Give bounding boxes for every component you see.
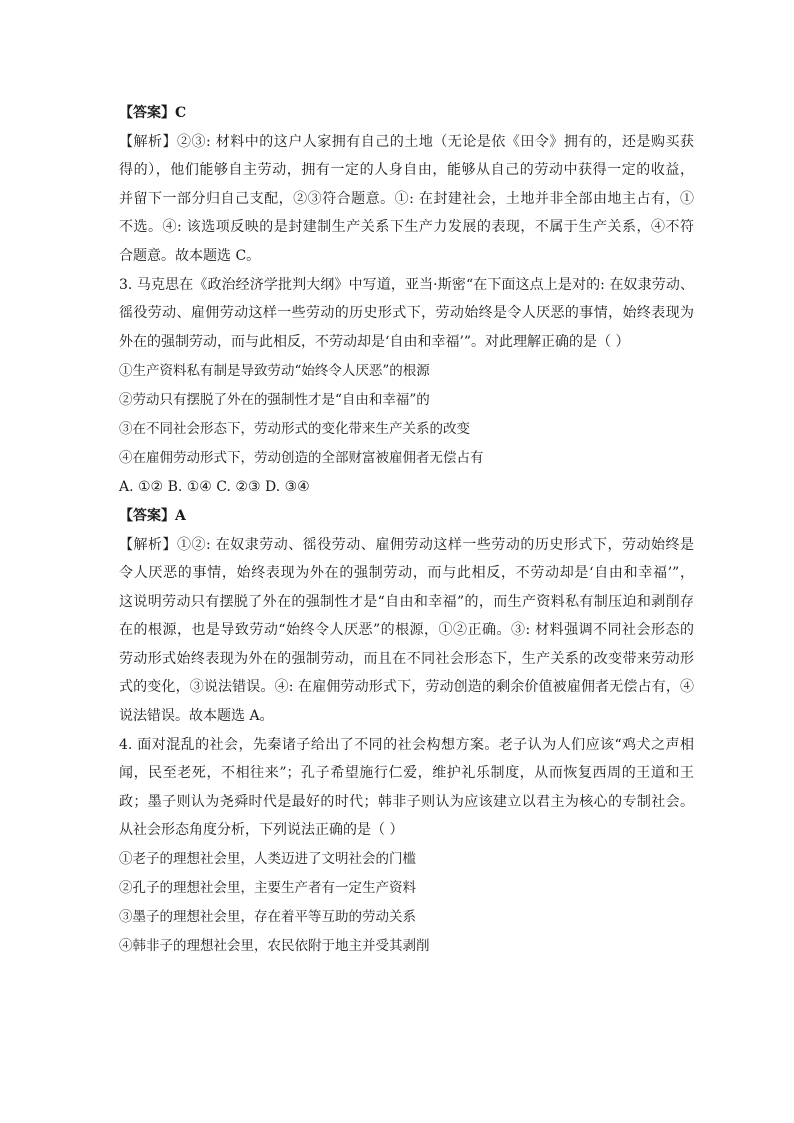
question-3-option-3: ③在不同社会形态下，劳动形式的变化带来生产关系的改变 (119, 421, 470, 437)
explanation-2-line-6: 式的变化，③说法错误。④: 在雇佣劳动形式下，劳动创造的剩余价值被雇佣者无偿占有，④ (119, 679, 694, 695)
explanation-2-line-7: 说法错误。故本题选 A。 (119, 708, 274, 724)
question-3-line-3: 外在的强制劳动，而与此相反，不劳动却是‘自由和幸福’”。对此理解正确的是（ ） (119, 334, 630, 350)
question-4-line-4: 从社会形态角度分析，下列说法正确的是（ ） (119, 822, 404, 838)
explanation-2-line-2: 令人厌恶的事情，始终表现为外在的强制劳动，而与此相反，不劳动却是‘自由和幸福’”， (119, 565, 694, 581)
question-4-option-4: ④韩非子的理想社会里，农民依附于地主并受其剥削 (119, 938, 430, 954)
explanation-2-line-5: 劳动形式始终表现为外在的强制劳动，而且在不同社会形态下，生产关系的改变带来劳动形 (119, 651, 694, 667)
answer-label-2: 【答案】A (119, 508, 186, 524)
explanation-2-line-4: 在的根源，也是导致劳动“始终令人厌恶”的根源，①②正确。③: 材料强调不同社会形态的 (119, 622, 694, 638)
question-4-line-1: 4. 面对混乱的社会，先秦诸子给出了不同的社会构想方案。老子认为人们应该“鸡犬之声相 (119, 737, 694, 753)
explanation-2-line-3: 这说明劳动只有摆脱了外在的强制性才是“自由和幸福”的，而生产资料私有制压迫和剥削存 (119, 594, 694, 610)
question-4-line-2: 闻，民至老死，不相往来”；孔子希望施行仁爱，维护礼乐制度，从而恢复西周的王道和王 (119, 765, 694, 781)
explanation-1-line-2: 得的），他们能够自主劳动，拥有一定的人身自由，能够从自己的劳动中获得一定的收益， (119, 162, 694, 178)
explanation-1-line-4: 不选。④: 该选项反映的是封建制生产关系下生产力发展的表现，不属于生产关系，④不符 (119, 219, 694, 235)
question-3-option-4: ④在雇佣劳动形式下，劳动创造的全部财富被雇佣者无偿占有 (119, 450, 484, 466)
question-4-option-1: ①老子的理想社会里，人类迈进了文明社会的门槛 (119, 851, 416, 867)
explanation-1-line-1: 【解析】②③: 材料中的这户人家拥有自己的土地（无论是依《田令》拥有的，还是购买获 (119, 134, 694, 150)
question-3-option-1: ①生产资料私有制是导致劳动“始终令人厌恶”的根源 (119, 363, 430, 379)
explanation-1-line-5: 合题意。故本题选 C。 (119, 248, 261, 264)
question-4-option-2: ②孔子的理想社会里，主要生产者有一定生产资料 (119, 880, 416, 896)
question-4-line-3: 政；墨子则认为尧舜时代是最好的时代；韩非子则认为应该建立以君主为核心的专制社会。 (119, 794, 694, 810)
question-3-line-2: 徭役劳动、雇佣劳动这样一些劳动的历史形式下，劳动始终是令人厌恶的事情，始终表现为 (119, 305, 694, 321)
question-3-line-1: 3. 马克思在《政治经济学批判大纲》中写道，亚当·斯密“在下面这点上是对的: 在奴隶劳动、 (119, 277, 694, 293)
question-4-option-3: ③墨子的理想社会里，存在着平等互助的劳动关系 (119, 909, 416, 925)
question-3-option-2: ②劳动只有摆脱了外在的强制性才是“自由和幸福”的 (119, 392, 430, 408)
explanation-2-line-1: 【解析】①②: 在奴隶劳动、徭役劳动、雇佣劳动这样一些劳动的历史形式下，劳动始终是 (119, 537, 694, 553)
question-3-choices: A. ①② B. ①④ C. ②③ D. ③④ (119, 479, 310, 495)
answer-label-1: 【答案】C (119, 105, 187, 121)
explanation-1-line-3: 并留下一部分归自己支配，②③符合题意。①: 在封建社会，土地并非全部由地主占有，① (119, 191, 694, 207)
